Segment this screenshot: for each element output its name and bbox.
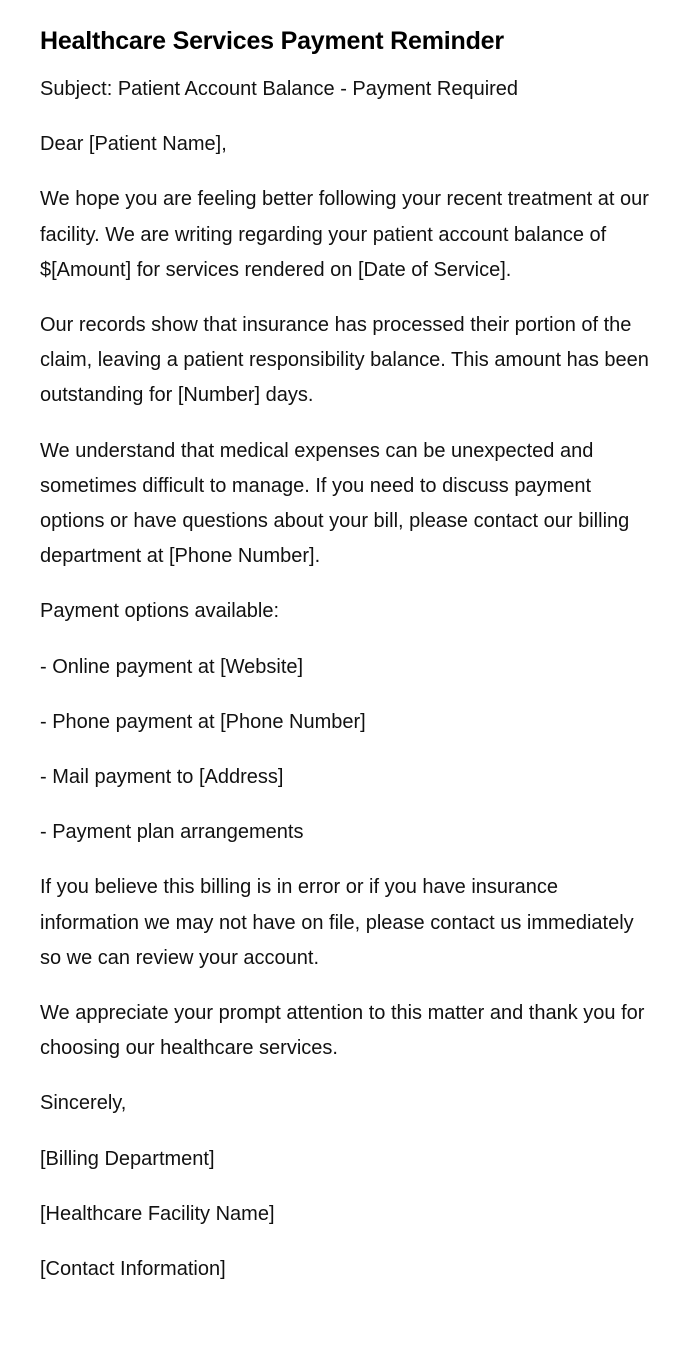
- payment-option-mail: - Mail payment to [Address]: [40, 766, 284, 789]
- payment-option-online: - Online payment at [Website]: [40, 655, 304, 678]
- signature-facility: [Healthcare Facility Name]: [40, 1202, 275, 1225]
- letter-paragraph-4: If you believe this billing is in error or if you have insurance information we may not have on file, please contact us immediately so we can review your account.: [40, 876, 634, 969]
- payment-options-heading: Payment options available:: [40, 600, 280, 623]
- letter-subject: Subject: Patient Account Balance - Payment Required: [40, 78, 519, 100]
- payment-option-plan: - Payment plan arrangements: [40, 821, 304, 844]
- letter-paragraph-5: We appreciate your prompt attention to this matter and thank you for choosing our healthcare services.: [40, 1002, 645, 1060]
- letter-paragraph-2: Our records show that insurance has processed their portion of the claim, leaving a patient responsibility balance. This amount has been outstanding for [Number] days.: [40, 314, 649, 407]
- signature-department: [Billing Department]: [40, 1147, 215, 1170]
- signature-contact: [Contact Information]: [40, 1258, 226, 1281]
- letter-paragraph-3: We understand that medical expenses can be unexpected and sometimes difficult to manage. If you need to discuss payment options or have questions about your bill, please contact our billing department at [Phone Number].: [40, 439, 630, 568]
- letter-paragraph-1: We hope you are feeling better following your recent treatment at our facility. We are writing regarding your patient account balance of $[Amount] for services rendered on [Date of Service].: [40, 188, 649, 281]
- payment-option-phone: - Phone payment at [Phone Number]: [40, 710, 366, 733]
- letter-title: Healthcare Services Payment Reminder: [40, 27, 504, 55]
- letter-closing: Sincerely,: [40, 1092, 127, 1115]
- letter-greeting: Dear [Patient Name],: [40, 133, 227, 156]
